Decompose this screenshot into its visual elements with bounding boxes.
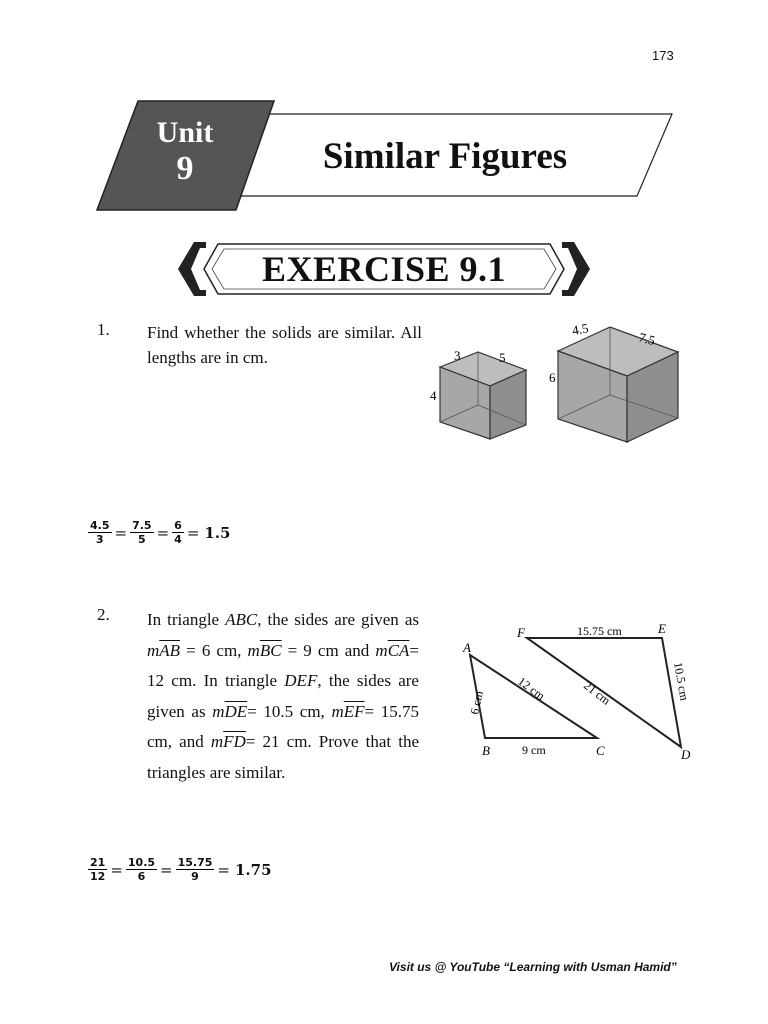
- vertex-e: E: [658, 621, 666, 636]
- label-ca: 12 cm: [515, 674, 548, 703]
- small-solid-edge-3: 3: [454, 348, 461, 363]
- page-number: 173: [652, 48, 674, 63]
- answer-1: $\frac{4.5}{3}$ = $\frac{7.5}{5}$ = $\frac{6}{4}$ = 1.5: [90, 519, 231, 546]
- question-2-number: 2.: [97, 605, 110, 624]
- question-1-text: Find whether the solids are similar. All lengths are in cm.: [147, 323, 422, 367]
- vertex-d: D: [681, 747, 691, 762]
- exercise-title: EXERCISE 9.1: [261, 249, 507, 289]
- vertex-c: C: [596, 743, 605, 758]
- question-1-number: 1.: [97, 320, 110, 339]
- chapter-title: Similar Figures: [322, 136, 568, 177]
- answer-1-fraction-1: $\frac{4.5}{3}$: [90, 519, 110, 546]
- label-fe: 15.75 cm: [577, 624, 622, 638]
- answer-1-fraction-2: $\frac{7.5}{5}$: [132, 519, 152, 546]
- unit-label: Unit: [156, 116, 214, 149]
- small-solid: [440, 352, 526, 439]
- large-solid-edge-4-5: 4.5: [570, 320, 590, 338]
- large-solid: [558, 327, 678, 442]
- vertex-f: F: [517, 625, 525, 640]
- answer-2-fraction-1: $\frac{21}{12}$: [90, 856, 106, 883]
- answer-1-result: 1.5: [204, 523, 231, 542]
- vertex-b: B: [482, 743, 490, 758]
- large-solid-edge-6: 6: [549, 370, 556, 385]
- solids-diagram: [420, 315, 690, 460]
- answer-2: $\frac{21}{12}$ = $\frac{10.5}{6}$ = $\frac{15.75}{9}$ = 1.75: [90, 856, 272, 883]
- unit-number: 9: [176, 150, 194, 187]
- left-bracket-icon: [178, 242, 206, 296]
- small-solid-edge-5: 5: [499, 350, 506, 365]
- label-ab: 6 cm: [467, 689, 486, 716]
- label-ed: 10.5 cm: [671, 661, 692, 702]
- large-solid-edge-7-5: 7.5: [637, 329, 657, 349]
- answer-1-fraction-3: $\frac{6}{4}$: [174, 519, 182, 546]
- triangles-diagram: [455, 615, 705, 765]
- label-fd: 21 cm: [581, 678, 614, 708]
- question-2-text: In triangle ABC, the sides are given as $m\overline{AB} = 6$ cm, $m\overline{BC} = 9$ cm and $m\overline{CA}= 12$ cm. In triangle DEF, the sides are given as $m\overline{DE}= 10.5$ cm, $m\overline{EF}= 15.75$ cm, and $m\overline{FD}= 21$ cm. Prove that the triangles are similar.: [147, 610, 420, 782]
- small-solid-edge-4: 4: [430, 388, 437, 403]
- vertex-a: A: [463, 640, 471, 655]
- answer-2-fraction-3: $\frac{15.75}{9}$: [177, 856, 213, 883]
- answer-2-result: 1.75: [234, 860, 272, 879]
- footer-credit: Visit us @ YouTube “Learning with Usman Hamid”: [389, 960, 677, 974]
- label-bc: 9 cm: [522, 743, 546, 757]
- right-bracket-icon: [562, 242, 590, 296]
- answer-2-fraction-2: $\frac{10.5}{6}$: [127, 856, 156, 883]
